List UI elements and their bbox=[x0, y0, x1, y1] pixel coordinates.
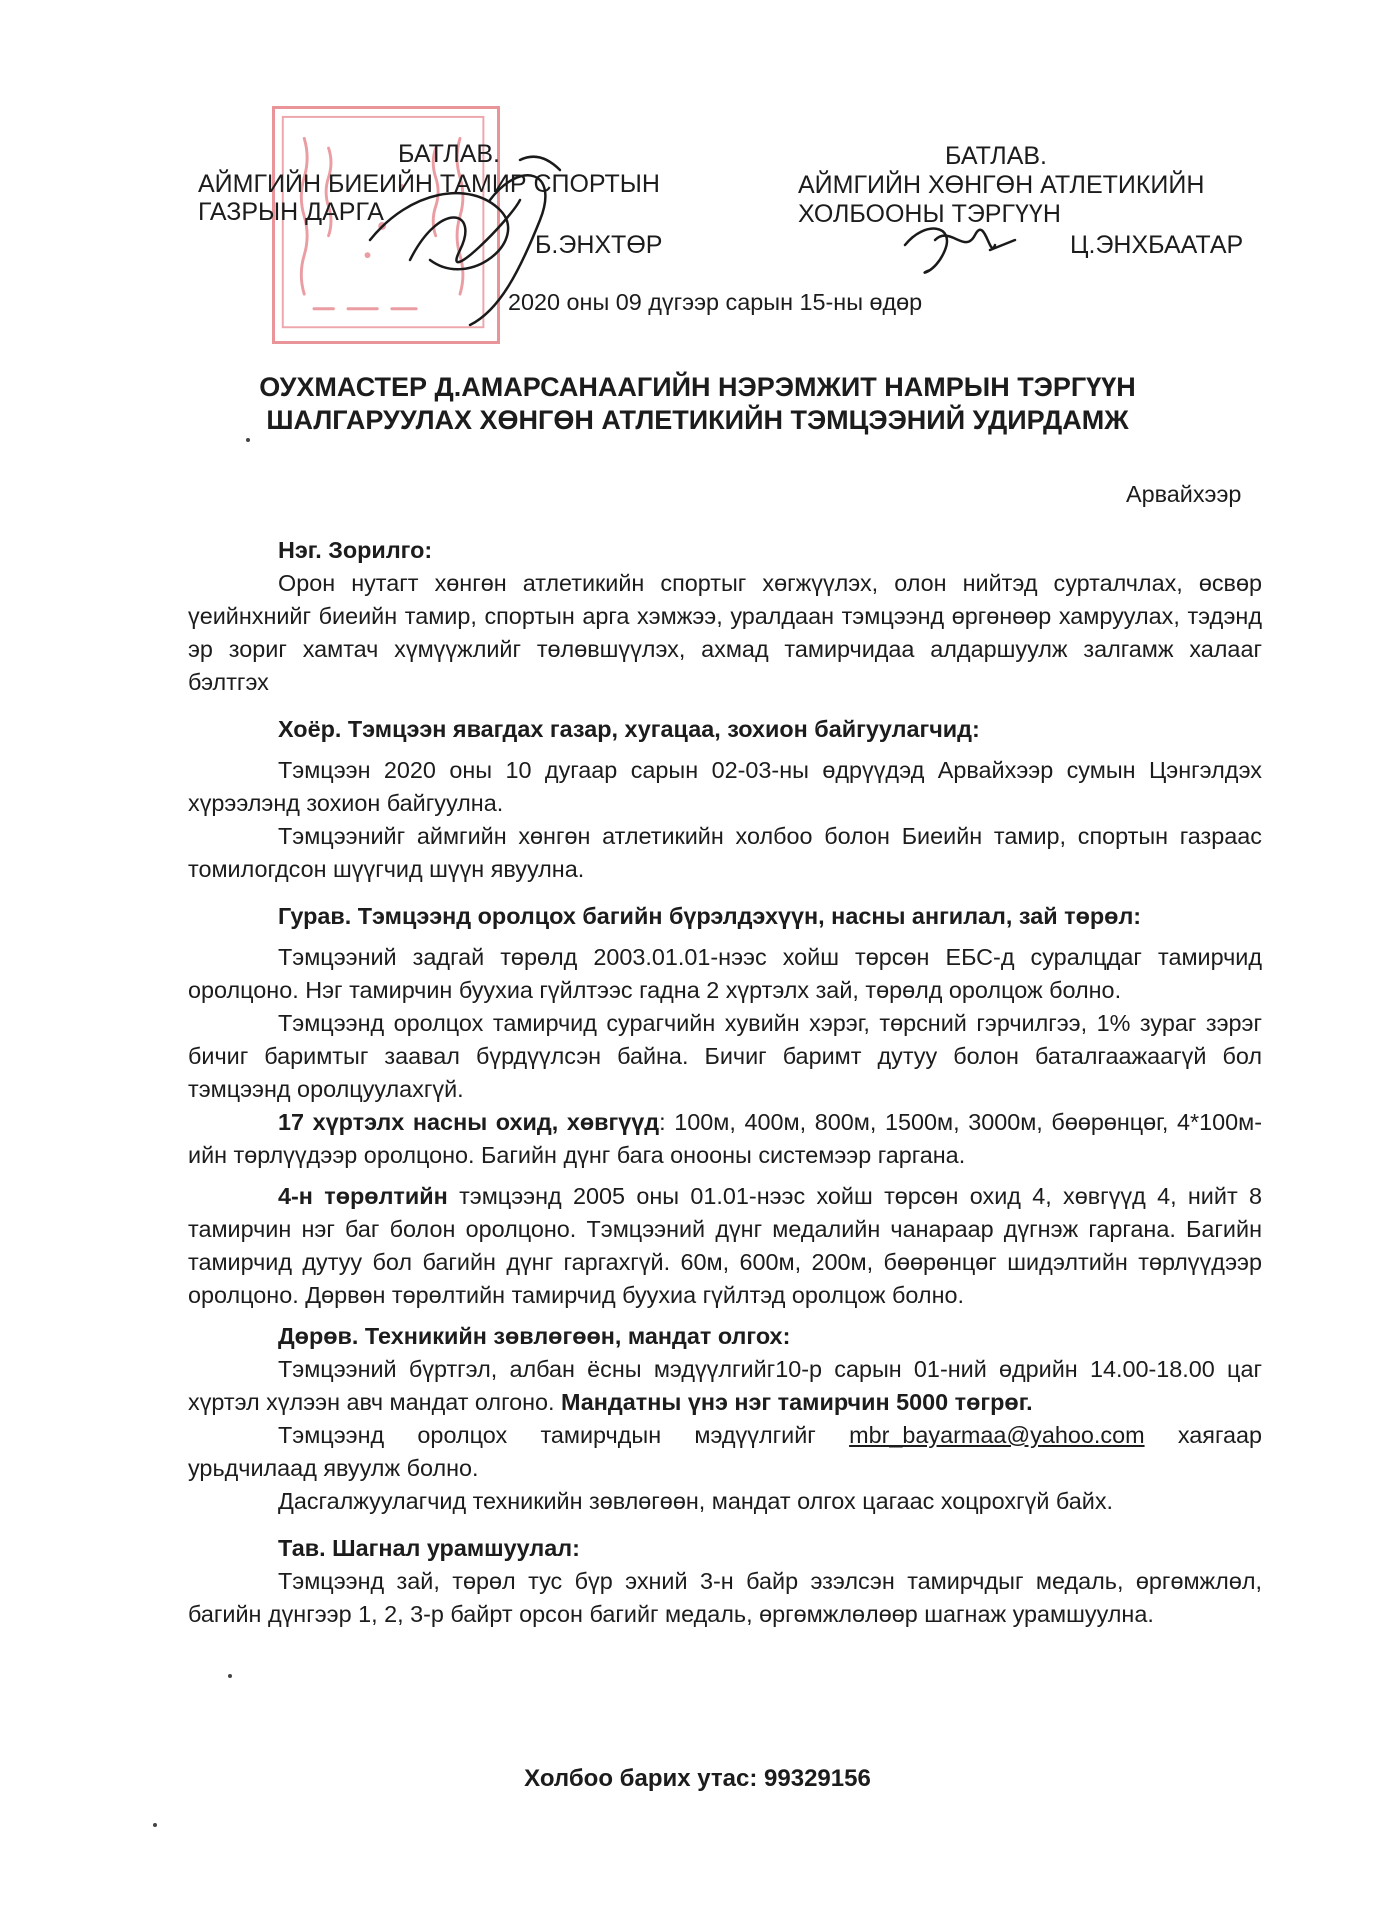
approve-left-title-line2: ГАЗРЫН ДАРГА bbox=[198, 198, 384, 226]
section-5-paragraph-1: Тэмцээнд зай, төрөл тус бүр эхний 3-н байр эзэлсэн тамирчдыг медаль, өргөмжлөл, багийн дүнгээр 1, 2, 3-р байрт орсон багийг медаль, өргөмжлөлөөр шагнаж урамшуулна. bbox=[188, 1568, 1262, 1627]
section-5-heading: Тав. Шагнал урамшуулал: bbox=[278, 1535, 580, 1561]
tetrathlon-text: тэмцээнд 2005 оны 01.01-нээс хойш төрсөн охид 4, хөвгүүд 4, нийт 8 тамирчин нэг баг болон оролцоно. Тэмцээний дүнг медалийн чанараар дүгнэж гаргана. Багийн тамирчид дутуу бол багийн дүнг гаргахгүй. 60м, 600м, 200м, бөөрөнцөг шидэлтийн төрлүүдээр оролцоно. Дөрвөн төрөлтийн тамирчид буухиа гүйлтэд оролцож болно. bbox=[188, 1183, 1262, 1308]
approve-right-label: БАТЛАВ. bbox=[945, 142, 1048, 170]
section-4-paragraph-3: Дасгалжуулагчид техникийн зөвлөгөөн, мандат олгох цагаас хоцрохгүй байх. bbox=[278, 1488, 1114, 1514]
tetrathlon-label: 4-н төрөлтийн bbox=[278, 1183, 448, 1209]
approve-right-title-line2: ХОЛБООНЫ ТЭРГҮҮН bbox=[798, 200, 1061, 228]
title-line2: ШАЛГАРУУЛАХ ХӨНГӨН АТЛЕТИКИЙН ТЭМЦЭЭНИЙ УДИРДАМЖ bbox=[266, 405, 1129, 435]
age-group-text: : 100м, 400м, 800м, 1500м, 3000м, бөөрөнцөг, 4*100м-ийн төрлүүдээр оролцоно. Багийн дүнг бага онооны системээр гаргана. bbox=[188, 1109, 1262, 1168]
section-4-heading: Дөрөв. Техникийн зөвлөгөөн, мандат олгох: bbox=[278, 1323, 791, 1349]
section-1-heading: Нэг. Зорилго: bbox=[278, 537, 433, 563]
document-body bbox=[188, 534, 1262, 1631]
section-3-heading: Гурав. Тэмцээнд оролцох багийн бүрэлдэхүүн, насны ангилал, зай төрөл: bbox=[278, 903, 1142, 929]
approve-right-title-line1: АЙМГИЙН ХӨНГӨН АТЛЕТИКИЙН bbox=[798, 171, 1205, 199]
place-label: Арвайхээр bbox=[1126, 481, 1242, 507]
scan-speck bbox=[228, 1674, 232, 1678]
section-2-paragraph-2: Тэмцээнийг аймгийн хөнгөн атлетикийн холбоо болон Биеийн тамир, спортын газраас томилогдсон шүүгчид шүүн явуулна. bbox=[188, 823, 1262, 882]
section-4-paragraph-2 bbox=[188, 1419, 1262, 1485]
approval-date: 2020 оны 09 дүгээр сарын 15-ны өдөр bbox=[508, 289, 923, 315]
email-link[interactable]: mbr_bayarmaa@yahoo.com bbox=[849, 1422, 1145, 1448]
scan-speck bbox=[153, 1823, 157, 1827]
section-3-paragraph-4 bbox=[188, 1180, 1262, 1312]
application-text: Тэмцээнд оролцох тамирчдын мэдүүлгийг bbox=[278, 1422, 850, 1448]
title-line1: ОУХМАСТЕР Д.АМАРСАНААГИЙН НЭРЭМЖИТ НАМРЫН ТЭРГҮҮН bbox=[259, 372, 1136, 402]
mandate-fee: Мандатны үнэ нэг тамирчин 5000 төгрөг. bbox=[561, 1389, 1033, 1415]
approve-right-name: Ц.ЭНХБААТАР bbox=[1070, 231, 1244, 259]
section-2-heading: Хоёр. Тэмцээн явагдах газар, хугацаа, зохион байгуулагчид: bbox=[278, 716, 980, 742]
approve-left-name: Б.ЭНХТӨР bbox=[535, 231, 663, 259]
age-group-label: 17 хүртэлх насны охид, хөвгүүд bbox=[278, 1109, 660, 1135]
section-3-paragraph-2: Тэмцээнд оролцох тамирчид сурагчийн хувийн хэрэг, төрсний гэрчилгээ, 1% зураг зэрэг бичиг баримтыг заавал бүрдүүлсэн байна. Бичиг баримт дутуу болон баталгаажаагүй бол тэмцээнд оролцуулахгүй. bbox=[188, 1010, 1262, 1102]
section-3-paragraph-1: Тэмцээний задгай төрөлд 2003.01.01-нээс хойш төрсөн ЕБС-д суралцдаг тамирчид оролцоно. Нэг тамирчин буухиа гүйлтээс гадна 2 хүртэлх зай, төрөлд оролцож болно. bbox=[188, 944, 1262, 1003]
scan-speck bbox=[246, 438, 250, 442]
section-2-paragraph-1: Тэмцээн 2020 оны 10 дугаар сарын 02-03-ны өдрүүдэд Арвайхээр сумын Цэнгэлдэх хүрээлэнд зохион байгуулна. bbox=[188, 757, 1262, 816]
approve-left-label: БАТЛАВ. bbox=[398, 140, 501, 168]
application-text-end: хаягаар урьдчилаад явуулж болно. bbox=[188, 1422, 1263, 1481]
registration-text: Тэмцээний бүртгэл, албан ёсны мэдүүлгийг10-р сарын 01-ний өдрийн 14.00-18.00 цаг хүртэл хүлээн авч мандат олгоно. bbox=[188, 1356, 1262, 1415]
approve-left-title-line1: АЙМГИЙН БИЕИЙН ТАМИР СПОРТЫН bbox=[198, 170, 660, 198]
document-title bbox=[0, 371, 1395, 437]
section-4-paragraph-1 bbox=[188, 1353, 1262, 1419]
section-1-paragraph-1: Орон нутагт хөнгөн атлетикийн спортыг хөгжүүлэх, олон нийтэд сурталчлах, өсвөр үеийнхнийг биеийн тамир, спортын арга хэмжээ, уралдаан тэмцээнд өргөнөөр хамруулах, тэдэнд эр зориг хамтач хүмүүжлийг төлөвшүүлэх, ахмад тамирчидаа алдаршуулж залгамж халааг бэлтгэх bbox=[188, 570, 1262, 695]
section-3-paragraph-3 bbox=[188, 1106, 1262, 1172]
contact-phone: Холбоо барих утас: 99329156 bbox=[524, 1765, 871, 1792]
signature-right bbox=[895, 215, 1025, 285]
